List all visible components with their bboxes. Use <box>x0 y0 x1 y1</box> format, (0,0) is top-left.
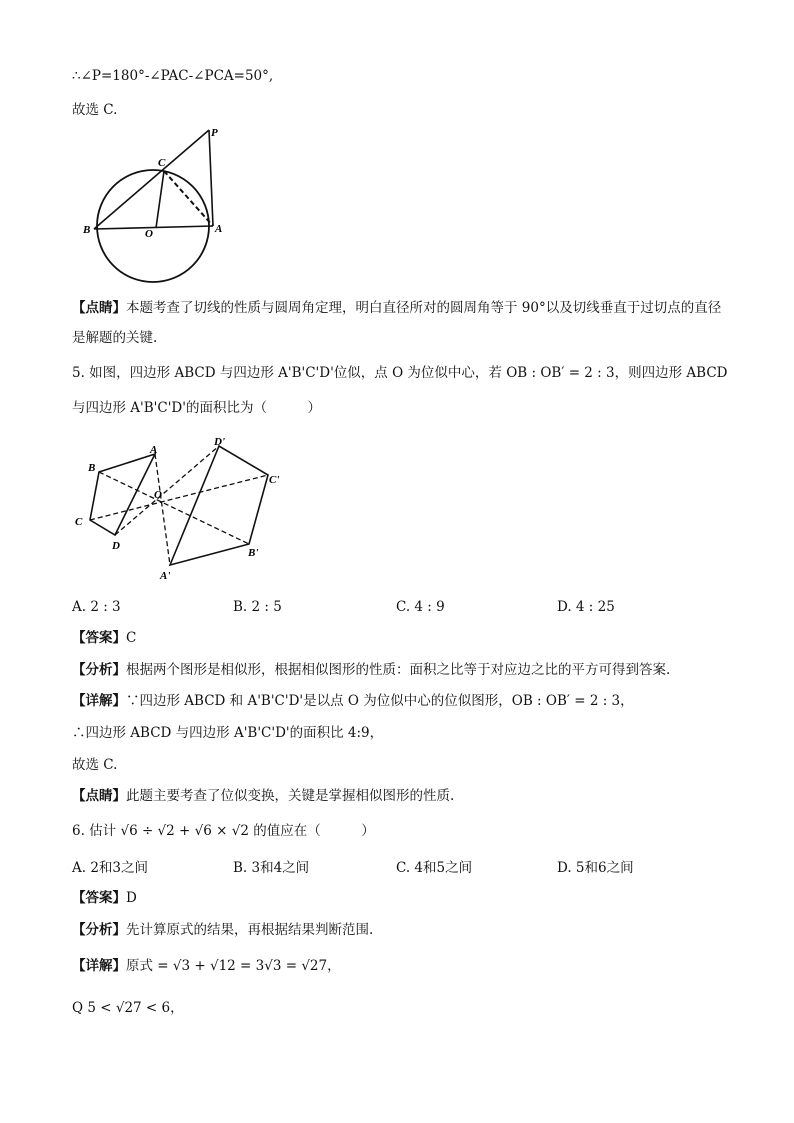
q5-detail: 【详解】∵四边形 ABCD 和 A'B'C'D'是以点 O 为位似中心的位似图形，OB : OB′ = 2 : 3， <box>72 693 634 709</box>
q6-stem: 6. 估计 √6 ÷ √2 + √6 × √2 的值应在（ ） <box>72 823 375 839</box>
line-pa <box>209 130 213 226</box>
prev-line-2: 故选 C. <box>72 102 118 118</box>
q6-answer: 【答案】D <box>72 890 137 906</box>
label-o: O <box>145 228 153 240</box>
prev-line-1: ∴∠P=180°-∠PAC-∠PCA=50°, <box>72 68 274 84</box>
q5-choose: 故选 C. <box>72 757 118 773</box>
q6-option-c: C. 4和5之间 <box>396 860 473 876</box>
prev-dianjing <box>72 293 722 353</box>
q6-last: Q 5 < √27 < 6， <box>72 1000 184 1016</box>
q5-option-b: B. 2 : 5 <box>233 599 282 615</box>
diameter-ba <box>94 226 213 229</box>
q6-analysis: 【分析】先计算原式的结果，再根据结果判断范围. <box>72 922 374 938</box>
dianjing-tag: 【点睛】 <box>72 300 126 316</box>
q6-detail: 【详解】原式 = √3 + √12 = 3√3 = √27， <box>72 958 341 974</box>
q5-option-d: D. 4 : 25 <box>557 599 615 615</box>
line-bp <box>94 130 209 229</box>
q5-option-a: A. 2 : 3 <box>72 599 121 615</box>
label-c: C <box>158 157 166 169</box>
homothety-figure <box>72 432 302 582</box>
q6-option-d: D. 5和6之间 <box>557 860 634 876</box>
ray-a <box>155 454 170 565</box>
label-a-prime: A' <box>160 570 171 582</box>
circle-tangent-figure <box>80 120 240 290</box>
q5-analysis: 【分析】根据两个图形是相似形，根据相似图形的性质：面积之比等于对应边之比的平方可得到答案. <box>72 662 671 678</box>
dianjing-text: 本题考查了切线的性质与圆周角定理，明白直径所对的圆周角等于 90°以及切线垂直于过切点的直径是解题的关键. <box>72 300 722 346</box>
label-b: B <box>88 462 96 474</box>
q5-option-c: C. 4 : 9 <box>396 599 445 615</box>
label-b-prime: B' <box>248 547 259 559</box>
ray-c <box>90 475 268 520</box>
label-c-prime: C' <box>269 474 280 486</box>
label-p: P <box>211 127 218 139</box>
q5-answer: 【答案】C <box>72 630 137 646</box>
line-oc <box>156 171 164 228</box>
q5-dianjing: 【点睛】此题主要考查了位似变换，关键是掌握相似图形的性质. <box>72 788 455 804</box>
label-o: O <box>154 489 162 501</box>
q5-stem-2: 与四边形 A'B'C'D'的面积比为（ ） <box>72 400 321 416</box>
label-a: A <box>150 444 158 456</box>
q5-conclusion: ∴四边形 ABCD 与四边形 A'B'C'D'的面积比 4:9， <box>72 725 384 741</box>
label-d-prime: D' <box>214 436 225 448</box>
q6-option-b: B. 3和4之间 <box>233 860 310 876</box>
ray-b <box>99 472 249 544</box>
label-b: B <box>83 224 91 236</box>
q5-stem-1: 5. 如图，四边形 ABCD 与四边形 A'B'C'D'位似，点 O 为位似中心，若 OB : OB′ = 2 : 3，则四边形 ABCD <box>72 365 728 381</box>
label-d: D <box>112 540 120 552</box>
label-a: A <box>215 223 223 235</box>
q6-option-a: A. 2和3之间 <box>72 860 149 876</box>
line-ca-dashed <box>164 171 213 226</box>
label-c: C <box>75 516 83 528</box>
